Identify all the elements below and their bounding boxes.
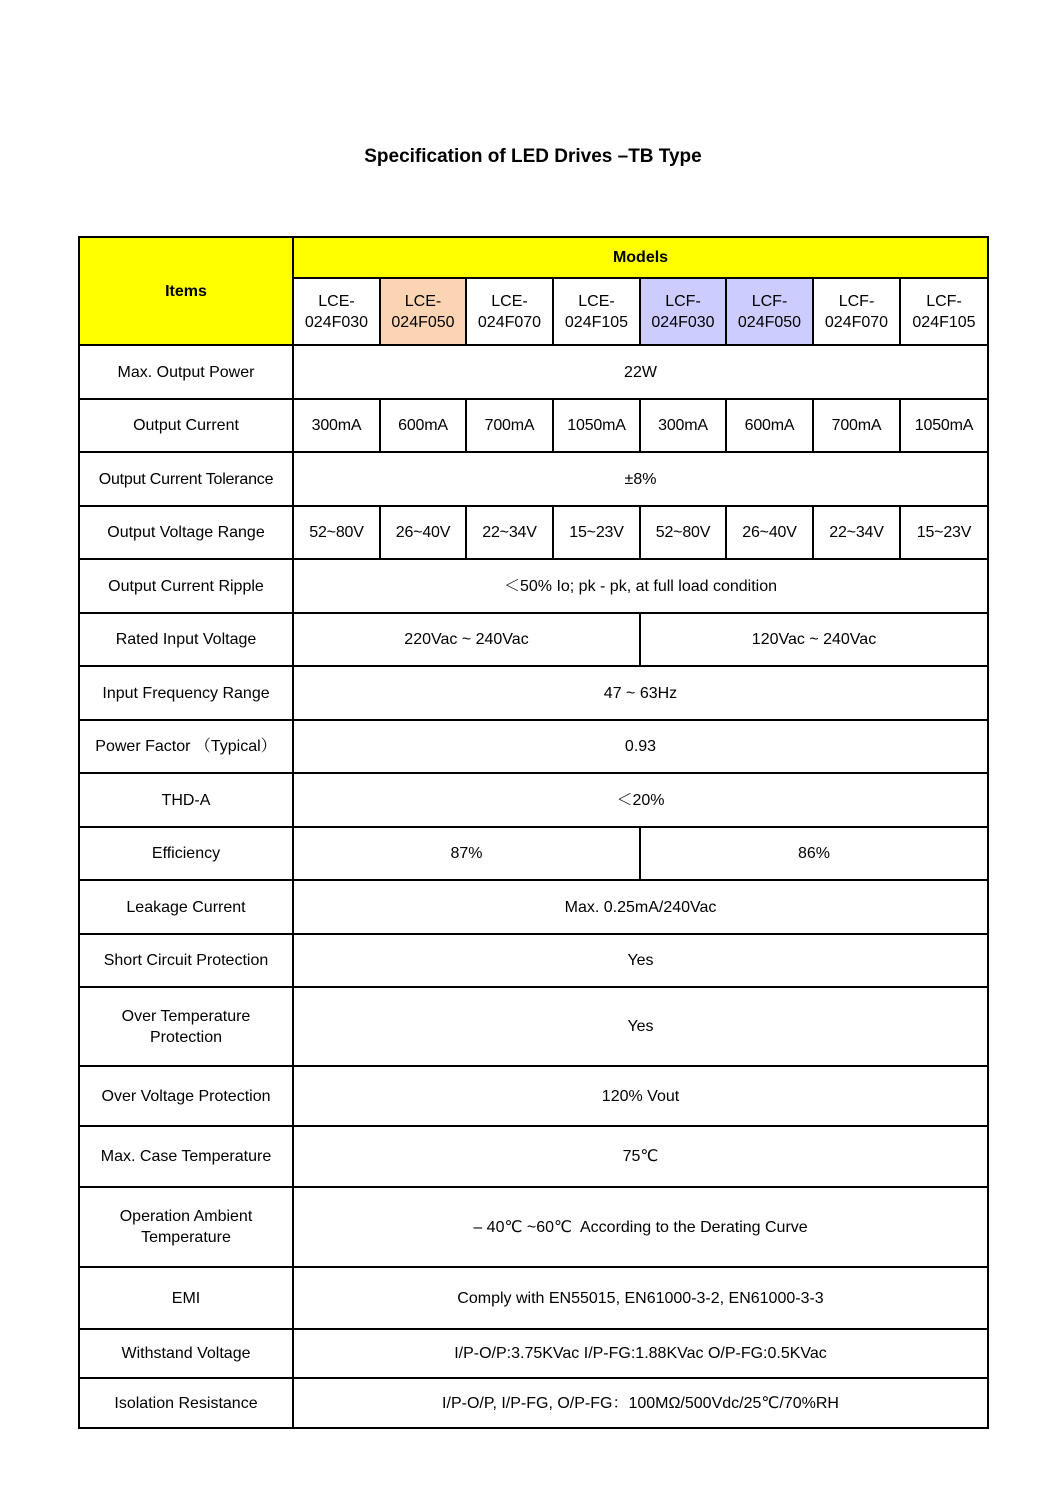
row-value: – 40℃ ~60℃ According to the Derating Curve: [293, 1187, 988, 1267]
table-row: [79, 345, 988, 399]
row-value-lce: 220Vac ~ 240Vac: [293, 613, 640, 666]
table-row: [79, 1378, 988, 1428]
row-value: 47 ~ 63Hz: [293, 666, 988, 720]
row-value: 22~34V: [813, 506, 900, 559]
row-value: Yes: [293, 987, 988, 1066]
row-value: 0.93: [293, 720, 988, 773]
page-title: Specification of LED Drives –TB Type: [364, 146, 702, 167]
row-value: 600mA: [380, 399, 466, 452]
table-row: [79, 1126, 988, 1187]
row-value: ＜20%: [293, 773, 988, 827]
spec-table: [78, 236, 989, 1429]
row-value: I/P-O/P, I/P-FG, O/P-FG：100MΩ/500Vdc/25℃/70%RH: [293, 1378, 988, 1428]
model-cell-highlighted: LCF- 024F030: [640, 278, 726, 345]
row-label: Output Current Ripple: [79, 559, 293, 613]
row-value-lcf: 120Vac ~ 240Vac: [640, 613, 988, 666]
row-value: 15~23V: [553, 506, 640, 559]
row-label: EMI: [79, 1267, 293, 1329]
table-row: [79, 1066, 988, 1126]
row-label: Power Factor （Typical）: [79, 720, 293, 773]
header-row-models: [79, 237, 988, 278]
row-label: Max. Case Temperature: [79, 1126, 293, 1187]
row-label: Operation Ambient Temperature: [79, 1187, 293, 1267]
model-cell: LCF- 024F105: [900, 278, 988, 345]
row-label: THD-A: [79, 773, 293, 827]
row-value-lce: 87%: [293, 827, 640, 880]
items-header: Items: [79, 237, 293, 345]
row-label: Output Current: [79, 399, 293, 452]
row-value: ＜50% Io; pk - pk, at full load condition: [293, 559, 988, 613]
row-label: Rated Input Voltage: [79, 613, 293, 666]
models-header: Models: [293, 237, 988, 278]
row-value: 300mA: [640, 399, 726, 452]
table-row: [79, 880, 988, 934]
table-row: [79, 827, 988, 880]
row-label: Max. Output Power: [79, 345, 293, 399]
row-value: 26~40V: [726, 506, 813, 559]
row-label: Output Current Tolerance: [79, 452, 293, 506]
row-value: 15~23V: [900, 506, 988, 559]
model-cell: LCE- 024F105: [553, 278, 640, 345]
table-row: [79, 773, 988, 827]
table-row: [79, 613, 988, 666]
row-value: 300mA: [293, 399, 380, 452]
row-label: Leakage Current: [79, 880, 293, 934]
table-row: [79, 1267, 988, 1329]
row-value: 52~80V: [640, 506, 726, 559]
row-value: ±8%: [293, 452, 988, 506]
row-value: 600mA: [726, 399, 813, 452]
model-cell-highlighted: LCE- 024F050: [380, 278, 466, 345]
model-cell: LCE- 024F070: [466, 278, 553, 345]
table-row: [79, 666, 988, 720]
model-cell: LCE- 024F030: [293, 278, 380, 345]
row-label: Output Voltage Range: [79, 506, 293, 559]
row-label: Efficiency: [79, 827, 293, 880]
row-value: 1050mA: [900, 399, 988, 452]
table-row: [79, 452, 988, 506]
model-cell: LCF- 024F070: [813, 278, 900, 345]
row-value: 120% Vout: [293, 1066, 988, 1126]
table-row: [79, 934, 988, 987]
row-value: 22~34V: [466, 506, 553, 559]
row-value-lcf: 86%: [640, 827, 988, 880]
row-label: Over Temperature Protection: [79, 987, 293, 1066]
row-label: Input Frequency Range: [79, 666, 293, 720]
row-value: 26~40V: [380, 506, 466, 559]
table-row: [79, 720, 988, 773]
table-row: [79, 559, 988, 613]
row-value: 52~80V: [293, 506, 380, 559]
row-value: 700mA: [813, 399, 900, 452]
row-value: I/P-O/P:3.75KVac I/P-FG:1.88KVac O/P-FG:0.5KVac: [293, 1329, 988, 1378]
row-label: Over Voltage Protection: [79, 1066, 293, 1126]
row-label: Withstand Voltage: [79, 1329, 293, 1378]
table-row: [79, 1187, 988, 1267]
table-row: [79, 506, 988, 559]
row-value: 1050mA: [553, 399, 640, 452]
table-row: [79, 987, 988, 1066]
row-value: Comply with EN55015, EN61000-3-2, EN61000-3-3: [293, 1267, 988, 1329]
row-label: Isolation Resistance: [79, 1378, 293, 1428]
row-value: Yes: [293, 934, 988, 987]
row-value: 700mA: [466, 399, 553, 452]
table-row: [79, 1329, 988, 1378]
row-value: 75℃: [293, 1126, 988, 1187]
row-label: Short Circuit Protection: [79, 934, 293, 987]
row-value: 22W: [293, 345, 988, 399]
table-row: [79, 399, 988, 452]
model-cell-highlighted: LCF- 024F050: [726, 278, 813, 345]
row-value: Max. 0.25mA/240Vac: [293, 880, 988, 934]
